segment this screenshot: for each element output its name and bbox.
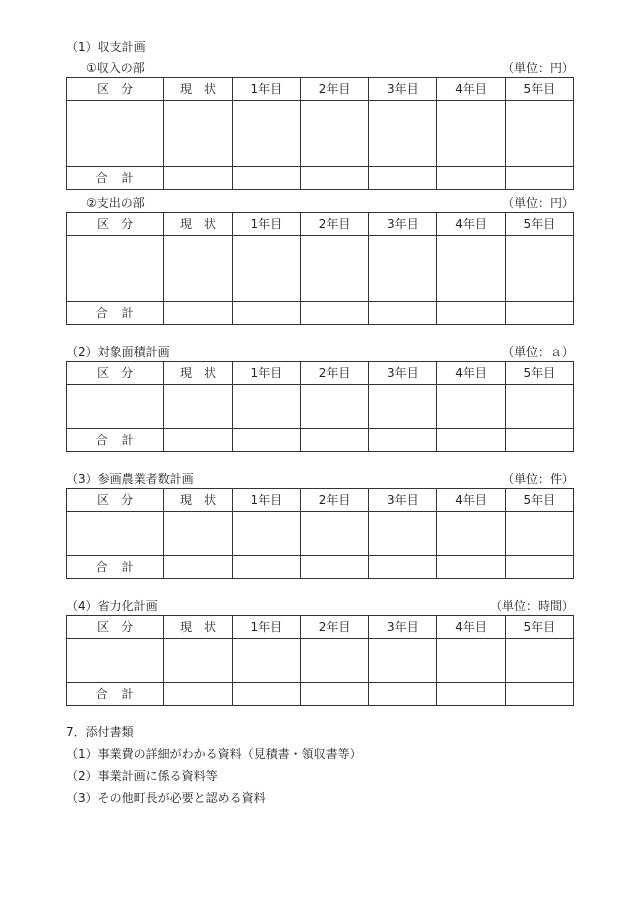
- table-row-total: [67, 302, 574, 325]
- col-header-year3: 3年目: [369, 213, 437, 236]
- col-header-category: 区 分: [67, 489, 164, 512]
- col-header-year1: 1年目: [232, 213, 300, 236]
- total-label: 合 計: [67, 302, 164, 325]
- income-table: [66, 77, 574, 190]
- subheading-expense: ②支出の部: [86, 196, 145, 210]
- table-row-entries[interactable]: [67, 236, 574, 302]
- table-row-total: [67, 429, 574, 452]
- area-table: [66, 361, 574, 452]
- table-header-row: [67, 78, 574, 101]
- section-heading-participants-plan: （3）参画農業者数計画: [66, 472, 194, 486]
- table-row-entries[interactable]: [67, 385, 574, 429]
- col-header-year3: 3年目: [369, 78, 437, 101]
- unit-label-expense: （単位：円）: [501, 196, 574, 210]
- participants-table: [66, 488, 574, 579]
- col-header-current: 現 状: [164, 489, 232, 512]
- col-header-year5: 5年目: [505, 489, 573, 512]
- attachment-item: （2）事業計画に係る資料等: [66, 769, 218, 783]
- unit-label-labor-saving: （単位：時間）: [489, 599, 574, 613]
- subheading-income: ①収入の部: [86, 61, 145, 75]
- col-header-year1: 1年目: [232, 362, 300, 385]
- col-header-year1: 1年目: [232, 489, 300, 512]
- col-header-year4: 4年目: [437, 213, 505, 236]
- col-header-current: 現 状: [164, 213, 232, 236]
- attachment-item: （3）その他町長が必要と認める資料: [66, 791, 266, 805]
- col-header-year1: 1年目: [232, 616, 300, 639]
- table-header-row: [67, 616, 574, 639]
- col-header-year5: 5年目: [505, 78, 573, 101]
- attachment-item: （1）事業費の詳細がわかる資料（見積書・領収書等）: [66, 747, 362, 761]
- col-header-year2: 2年目: [300, 213, 368, 236]
- total-label: 合 計: [67, 556, 164, 579]
- section-heading-labor-saving-plan: （4）省力化計画: [66, 599, 158, 613]
- col-header-year4: 4年目: [437, 78, 505, 101]
- unit-label-area: （単位：ａ）: [501, 345, 574, 359]
- col-header-current: 現 状: [164, 78, 232, 101]
- table-row-total: [67, 167, 574, 190]
- section-heading-area-plan: （2）対象面積計画: [66, 345, 170, 359]
- attachments-title: 7．添付書類: [66, 725, 134, 739]
- col-header-year4: 4年目: [437, 489, 505, 512]
- table-row-entries[interactable]: [67, 512, 574, 556]
- total-label: 合 計: [67, 167, 164, 190]
- table-row-entries[interactable]: [67, 101, 574, 167]
- total-label: 合 計: [67, 429, 164, 452]
- col-header-year5: 5年目: [505, 362, 573, 385]
- col-header-current: 現 状: [164, 616, 232, 639]
- col-header-year3: 3年目: [369, 362, 437, 385]
- total-label: 合 計: [67, 683, 164, 706]
- table-header-row: [67, 213, 574, 236]
- unit-label-participants: （単位：件）: [501, 472, 574, 486]
- col-header-category: 区 分: [67, 362, 164, 385]
- col-header-year2: 2年目: [300, 616, 368, 639]
- col-header-year2: 2年目: [300, 489, 368, 512]
- col-header-year2: 2年目: [300, 362, 368, 385]
- unit-label-income: （単位：円）: [501, 61, 574, 75]
- col-header-year1: 1年目: [232, 78, 300, 101]
- col-header-category: 区 分: [67, 78, 164, 101]
- table-row-total: [67, 556, 574, 579]
- labor-saving-table: [66, 615, 574, 706]
- section-heading-income-expense-plan: （1）収支計画: [66, 40, 146, 54]
- col-header-category: 区 分: [67, 616, 164, 639]
- table-header-row: [67, 489, 574, 512]
- col-header-category: 区 分: [67, 213, 164, 236]
- col-header-year3: 3年目: [369, 616, 437, 639]
- col-header-year3: 3年目: [369, 489, 437, 512]
- table-header-row: [67, 362, 574, 385]
- table-row-total: [67, 683, 574, 706]
- col-header-year5: 5年目: [505, 616, 573, 639]
- col-header-year4: 4年目: [437, 616, 505, 639]
- table-row-entries[interactable]: [67, 639, 574, 683]
- col-header-year5: 5年目: [505, 213, 573, 236]
- col-header-year4: 4年目: [437, 362, 505, 385]
- expense-table: [66, 212, 574, 325]
- col-header-current: 現 状: [164, 362, 232, 385]
- col-header-year2: 2年目: [300, 78, 368, 101]
